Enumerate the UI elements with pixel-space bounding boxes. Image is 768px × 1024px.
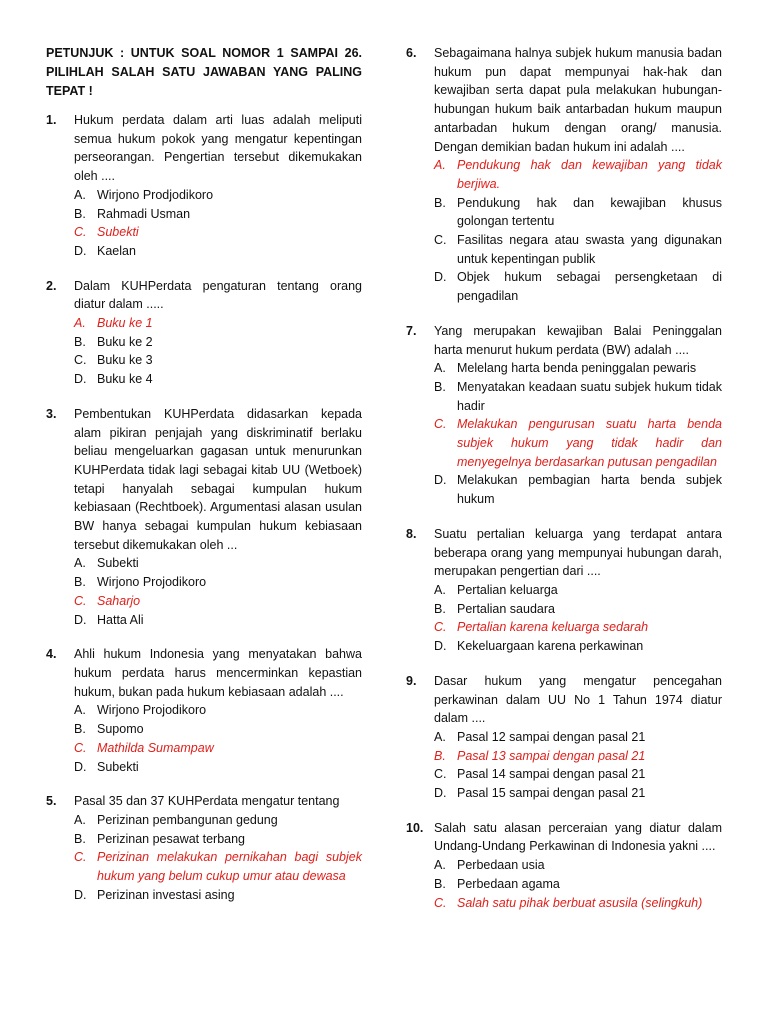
question-item [46,277,362,389]
answer-options [74,811,362,905]
answer-options [74,554,362,629]
option-text: Buku ke 3 [97,353,153,368]
option-text: Menyatakan keadaan suatu subjek hukum tidak hadir [457,379,722,413]
option-label: C. [74,740,87,755]
answer-option [74,554,362,573]
option-label: A. [74,187,86,202]
option-text: Perizinan investasi asing [97,887,235,902]
answer-option [74,351,362,370]
option-label: B. [74,722,86,737]
option-label: D. [74,372,87,387]
answer-options [74,701,362,776]
question-text: Ahli hukum Indonesia yang menyatakan bahwa hukum perdata harus mencerminkan kepastian hukum, bukan pada hukum kebiasaan adalah .... [74,647,362,699]
answer-option-correct [434,156,722,193]
option-label: B. [434,748,446,763]
answer-option [434,856,722,875]
option-label: D. [434,786,447,801]
question-item [406,819,722,913]
answer-option [434,875,722,894]
question-number: 3. [46,406,57,421]
question-number: 9. [406,673,417,688]
option-text: Melakukan pengurusan suatu harta benda subjek hukum yang tidak hadir dan menyegelnya berdasarkan putusan pengadilan [457,417,722,469]
option-text: Fasilitas negara atau swasta yang digunakan untuk kepentingan publik [457,233,722,266]
answer-option [434,765,722,784]
question-item [46,111,362,261]
option-label: A. [434,729,446,744]
option-label: C. [74,353,87,368]
option-text: Subekti [97,759,139,774]
option-label: B. [74,575,86,590]
option-text: Pertalian keluarga [457,582,558,597]
option-label: A. [434,582,446,597]
answer-option [434,784,722,803]
option-label: B. [74,831,86,846]
option-text: Perizinan melakukan pernikahan bagi subjek hukum yang belum cukup umur atau dewasa [97,850,362,884]
answer-option [434,581,722,600]
option-label: D. [74,887,87,902]
option-text: Pendukung hak dan kewajiban yang tidak berjiwa. [457,158,722,191]
question-number: 1. [46,113,57,127]
question-list-right [406,44,722,912]
question-number: 8. [406,526,417,541]
question-number: 10. [406,820,424,835]
option-label: D. [434,473,447,488]
option-text: Pasal 12 sampai dengan pasal 21 [457,729,646,744]
option-text: Pasal 14 sampai dengan pasal 21 [457,767,646,782]
option-label: D. [74,759,87,774]
option-label: D. [434,270,447,285]
option-text: Rahmadi Usman [97,206,191,221]
answer-option-correct [434,415,722,471]
question-item [406,525,722,656]
right-column [406,44,722,928]
answer-option [74,573,362,592]
option-label: C. [74,593,87,608]
option-text: Objek hukum sebagai persengketaan di pengadilan [457,270,722,304]
answer-option [74,242,362,261]
option-text: Melelang harta benda peninggalan pewaris [457,361,697,376]
answer-option [434,359,722,378]
question-item [46,405,362,629]
option-text: Subekti [97,556,139,571]
question-item [46,645,362,776]
option-text: Buku ke 4 [97,372,153,387]
answer-option [434,231,722,268]
option-text: Supomo [97,722,144,737]
option-label: B. [434,601,446,616]
option-text: Hatta Ali [97,612,144,627]
question-text: Pembentukan KUHPerdata didasarkan kepada alam pikiran penjajah yang diskriminatif berlaku beliau mengeluarkan gagasan untuk menurunkan KUHPerdata tidak lagi sebagai kitab UU (Wetboek) tetapi hanyalah sebagai kumpulan hukum kebiasaan (Rechtboek). Argumentasi alasan usulan BW hanya sebagai kumpulan hukum kebiasaan tersebut dikemukakan oleh ... [74,406,362,552]
option-label: C. [434,767,447,782]
option-text: Subekti [97,225,139,240]
question-item [406,322,722,509]
question-text: Dasar hukum yang mengatur pencegahan perkawinan dalam UU No 1 Tahun 1974 diatur dalam .... [434,673,722,726]
option-label: B. [74,334,86,349]
question-body [74,645,362,776]
answer-option-correct [434,894,722,913]
question-number: 5. [46,794,57,809]
answer-options [434,359,722,509]
answer-options [74,314,362,389]
answer-option [434,728,722,747]
option-text: Mathilda Sumampaw [97,740,214,755]
question-body [74,111,362,261]
option-text: Pertalian karena keluarga sedarah [457,620,649,635]
option-text: Perbedaan usia [457,858,545,873]
option-text: Buku ke 1 [97,316,153,331]
answer-options [74,186,362,261]
question-body [74,405,362,629]
option-label: A. [74,316,86,331]
question-item [406,44,722,306]
question-body [74,277,362,389]
option-label: C. [74,850,87,865]
question-list-left [46,111,362,904]
answer-options [434,581,722,656]
option-text: Salah satu pihak berbuat asusila (selingkuh) [457,895,703,910]
answer-option [434,378,722,415]
question-body [74,792,362,904]
option-text: Perizinan pembangunan gedung [97,812,278,827]
option-label: B. [434,876,446,891]
answer-option [74,830,362,849]
question-number: 2. [46,278,57,293]
option-label: A. [434,361,446,376]
left-column [46,44,362,920]
option-label: D. [74,243,87,258]
option-text: Perbedaan agama [457,876,560,891]
answer-option-correct [74,314,362,333]
answer-option [74,186,362,205]
option-label: B. [74,206,86,221]
option-label: A. [74,556,86,571]
answer-option [434,194,722,231]
option-text: Pertalian saudara [457,601,555,616]
answer-option [434,471,722,508]
option-text: Pasal 13 sampai dengan pasal 21 [457,748,646,763]
answer-option [434,268,722,305]
option-label: C. [434,895,447,910]
question-body [434,322,722,509]
question-text: Yang merupakan kewajiban Balai Peninggalan harta menurut hukum perdata (BW) adalah .... [434,323,722,357]
question-number: 6. [406,46,417,60]
option-text: Wirjono Projodikoro [97,703,207,718]
option-label: A. [74,703,86,718]
option-label: C. [434,417,447,432]
answer-option-correct [434,618,722,637]
answer-options [434,156,722,306]
option-text: Melakukan pembagian harta benda subjek hukum [457,473,722,507]
option-text: Kekeluargaan karena perkawinan [457,639,644,654]
answer-option [74,370,362,389]
question-body [434,672,722,803]
answer-option [74,333,362,352]
answer-option-correct [74,739,362,758]
answer-option [74,205,362,224]
option-label: A. [434,858,446,873]
option-label: D. [74,612,87,627]
answer-option [434,637,722,656]
option-text: Pasal 15 sampai dengan pasal 21 [457,786,646,801]
answer-options [434,856,722,912]
answer-option-correct [74,848,362,885]
answer-option [74,886,362,905]
option-text: Wirjono Projodikoro [97,575,207,590]
answer-option [74,701,362,720]
answer-option [74,611,362,630]
option-label: C. [434,233,447,248]
question-text: Pasal 35 dan 37 KUHPerdata mengatur tentang [74,794,340,809]
option-label: C. [74,225,87,240]
option-text: Buku ke 2 [97,334,153,349]
answer-option [74,811,362,830]
option-text: Perizinan pesawat terbang [97,831,246,846]
question-number: 4. [46,647,57,662]
question-text: Suatu pertalian keluarga yang terdapat antara beberapa orang yang mempunyai hubungan darah, merupakan pengertian dari .... [434,526,722,579]
question-text: Salah satu alasan perceraian yang diatur dalam Undang-Undang Perkawinan di Indonesia yakni .... [434,820,722,854]
option-text: Pendukung hak dan kewajiban khusus golongan tertentu [457,195,722,229]
question-body [434,819,722,913]
instruction-heading: PETUNJUK : UNTUK SOAL NOMOR 1 SAMPAI 26. PILIHLAH SALAH SATU JAWABAN YANG PALING TEPAT ! [46,46,362,98]
answer-option-correct [74,592,362,611]
question-item [46,792,362,904]
question-text: Hukum perdata dalam arti luas adalah meliputi semua hukum pokok yang mengatur kepentingan perseorangan. Pengertian tersebut dikemukakan oleh .... [74,113,362,184]
option-label: A. [74,812,86,827]
option-text: Wirjono Prodjodikoro [97,187,214,202]
option-text: Saharjo [97,593,141,608]
option-label: B. [434,379,446,394]
question-text: Dalam KUHPerdata pengaturan tentang orang diatur dalam ..... [74,278,362,312]
answer-option [434,600,722,619]
option-label: D. [434,639,447,654]
option-label: A. [434,158,446,173]
answer-option-correct [434,747,722,766]
answer-option [74,758,362,777]
option-text: Kaelan [97,243,136,258]
answer-option-correct [74,223,362,242]
question-text: Sebagaimana halnya subjek hukum manusia badan hukum pun dapat mempunyai hak-hak dan kewajiban serta dapat pula melakukan hubungan-hubungan hukum baik antarbadan hukum maupun antarbadan hukum dengan orang/ manusia. Dengan demikian badan hukum ini adalah .... [434,46,722,154]
question-number: 7. [406,323,417,338]
answer-options [434,728,722,803]
question-body [434,44,722,306]
question-body [434,525,722,656]
option-label: C. [434,620,447,635]
option-label: B. [434,195,446,210]
answer-option [74,720,362,739]
question-item [406,672,722,803]
